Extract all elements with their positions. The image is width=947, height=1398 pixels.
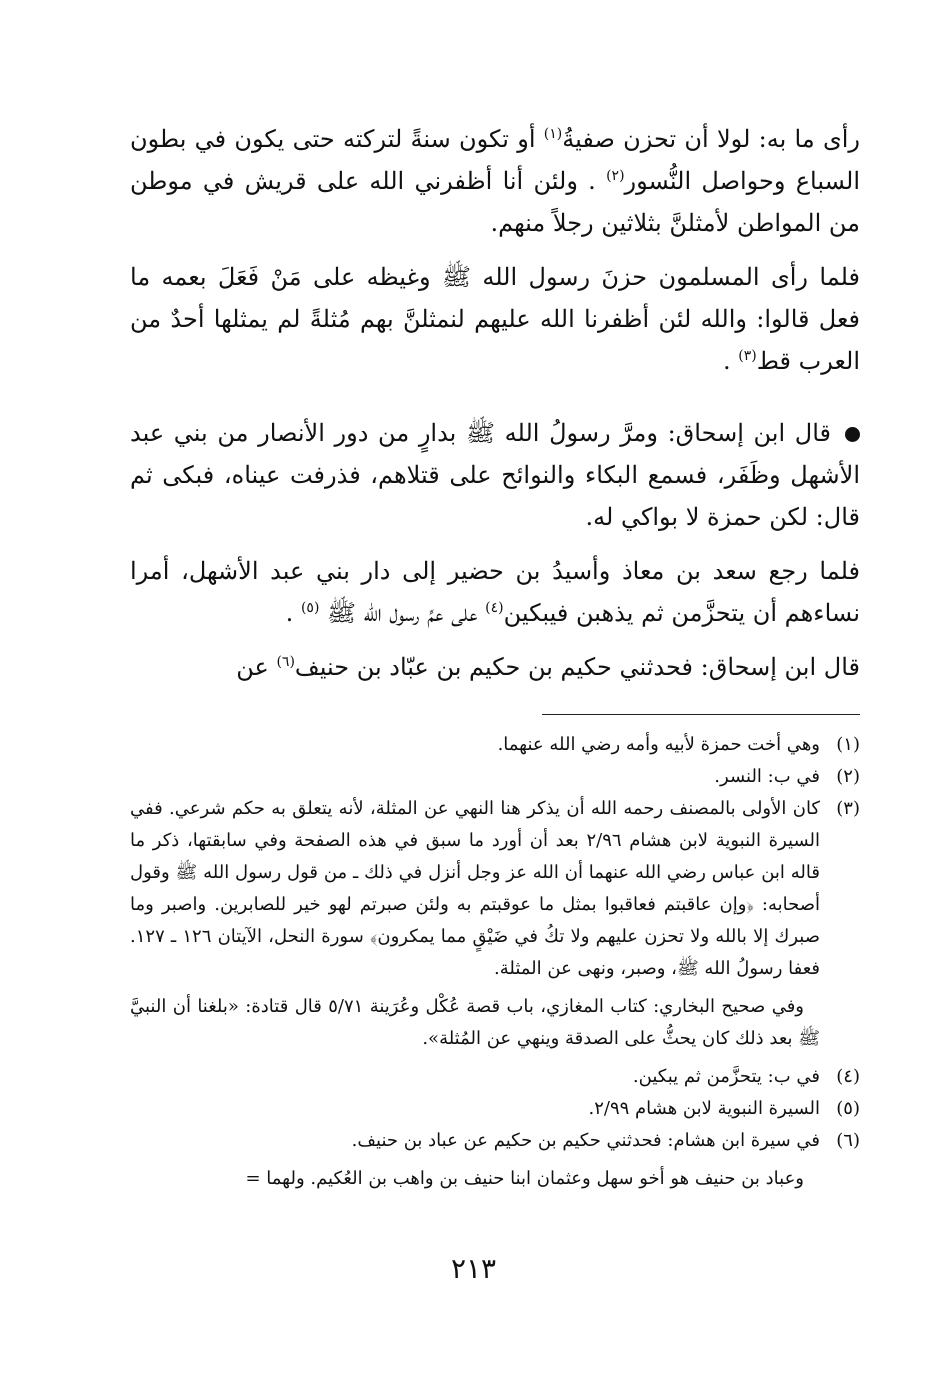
paragraph-1-text: رأى ما به: لولا أن تحزن صفيةُ [562, 125, 861, 153]
footnote-5 [130, 1093, 860, 1125]
bullet-icon [845, 427, 860, 442]
footnote-number: (١) [836, 734, 860, 755]
footnote-number: (٤) [836, 1066, 860, 1087]
footnote-text: في ب: يتحزَّمن ثم يبكين. [632, 1066, 820, 1087]
footnote-2 [130, 761, 860, 793]
footnote-divider [542, 714, 860, 715]
footnote-4 [130, 1061, 860, 1093]
paragraph-1-text-2: أو تكون سنةً لتركته حتى يكون في بطون السباع وحواصل النُّسور [130, 125, 860, 195]
paragraph-4-end: . [285, 599, 301, 627]
paragraph-2-end: . [722, 347, 739, 375]
footnote-ref-6[interactable]: (٦) [276, 654, 295, 670]
footnote-text: في سيرة ابن هشام: فحدثني حكيم بن حكيم عن عباد بن حنيف. [351, 1130, 820, 1151]
paragraph-1-text-3: . ولئن أنا أظفرني الله على قريش في موطن من المواطن لأمثلنَّ بثلاثين رجلاً منهم. [130, 167, 860, 237]
paragraph-1 [130, 118, 860, 244]
footnote-1 [130, 729, 860, 761]
page-number: ٢١٣ [450, 1252, 497, 1285]
paragraph-5 [130, 646, 860, 688]
footnote-ref-1[interactable]: (١) [543, 126, 563, 142]
footnote-6 [130, 1125, 860, 1157]
footnote-text: في ب: النسر. [714, 766, 820, 787]
footnote-number: (٦) [836, 1130, 860, 1151]
page-body [130, 118, 860, 1201]
paragraph-4-text-2: على عمِّ رسول الله ﷺ [319, 599, 486, 627]
paragraph-5-end: عن [236, 653, 277, 681]
paragraph-3 [130, 412, 860, 538]
footnote-text: كان الأولى بالمصنف رحمه الله أن يذكر هنا النهي عن المثلة، لأنه يتعلق به حكم شرعي. ففي السيرة النبوية لابن هشام ٢/٩٦ بعد أن أورد ما سبق في هذه الصفحة وفي سابقتها، ذكر ما قاله ابن عباس رضي الله عنهما أن الله عز وجل أنزل في ذلك ـ من قول رسول الله ﷺ وقول أصحابه: ﴿وإن عاقبتم فعاقبوا بمثل ما عوقبتم به ولئن صبرتم لهو خير للصابرين. واصبر وما صبرك إلا بالله ولا تحزن عليهم ولا تكُ في ضَيْقٍ مما يمكرون﴾ سورة النحل، الآيتان ١٢٦ ـ ١٢٧. فعفا رسولُ الله ﷺ، وصبر، ونهى عن المثلة. [130, 798, 820, 979]
footnote-number: (٣) [836, 798, 860, 819]
footnote-6-continuation: وعباد بن حنيف هو أخو سهل وعثمان ابنا حنيف بن واهب بن العُكيم. ولهما = [245, 1168, 804, 1189]
footnote-3 [130, 793, 860, 985]
paragraph-2-text: فلما رأى المسلمون حزنَ رسول الله ﷺ وغيظه على مَنْ فَعَلَ بعمه ما فعل قالوا: والله لئن أظفرنا الله عليهم لنمثلنَّ بهم مُثلةً لم يمثلها أحدٌ من العرب قط [130, 263, 860, 375]
paragraph-2 [130, 256, 860, 382]
footnote-number: (٥) [836, 1098, 860, 1119]
paragraph-3-text: قال ابن إسحاق: ومرَّ رسولُ الله ﷺ بدارٍ من دور الأنصار من بني عبد الأشهل وظَفَر، فسمع البكاء والنوائح على قتلاهم، فذرفت عيناه، فبكى ثم قال: لكن حمزة لا بواكي له. [130, 419, 860, 531]
footnote-3-continuation: وفي صحيح البخاري: كتاب المغازي، باب قصة عُكْل وعُرَينة ٥/٧١ قال قتادة: «بلغنا أن النبيَّ ﷺ بعد ذلك كان يحثُّ على الصدقة وينهي عن المُثلة». [130, 996, 820, 1049]
paragraph-4-text: فلما رجع سعد بن معاذ وأسيدُ بن حضير إلى دار بني عبد الأشهل، أمرا نساءهم أن يتحزَّمن ثم يذهبن فيبكين [130, 557, 860, 627]
footnote-ref-3[interactable]: (٣) [738, 348, 757, 364]
paragraph-4 [130, 550, 860, 634]
footnote-text: السيرة النبوية لابن هشام ٢/٩٩. [588, 1098, 820, 1119]
footnote-number: (٢) [836, 766, 860, 787]
footnote-ref-5[interactable]: (٥) [300, 600, 320, 616]
footnote-ref-4[interactable]: (٤) [485, 600, 504, 616]
footnotes [130, 729, 860, 1195]
paragraph-5-text: قال ابن إسحاق: فحدثني حكيم بن حكيم بن عبّاد بن حنيف [294, 653, 860, 681]
footnote-text: وهي أخت حمزة لأبيه وأمه رضي الله عنهما. [497, 734, 820, 755]
footnote-ref-2[interactable]: (٢) [606, 168, 625, 184]
